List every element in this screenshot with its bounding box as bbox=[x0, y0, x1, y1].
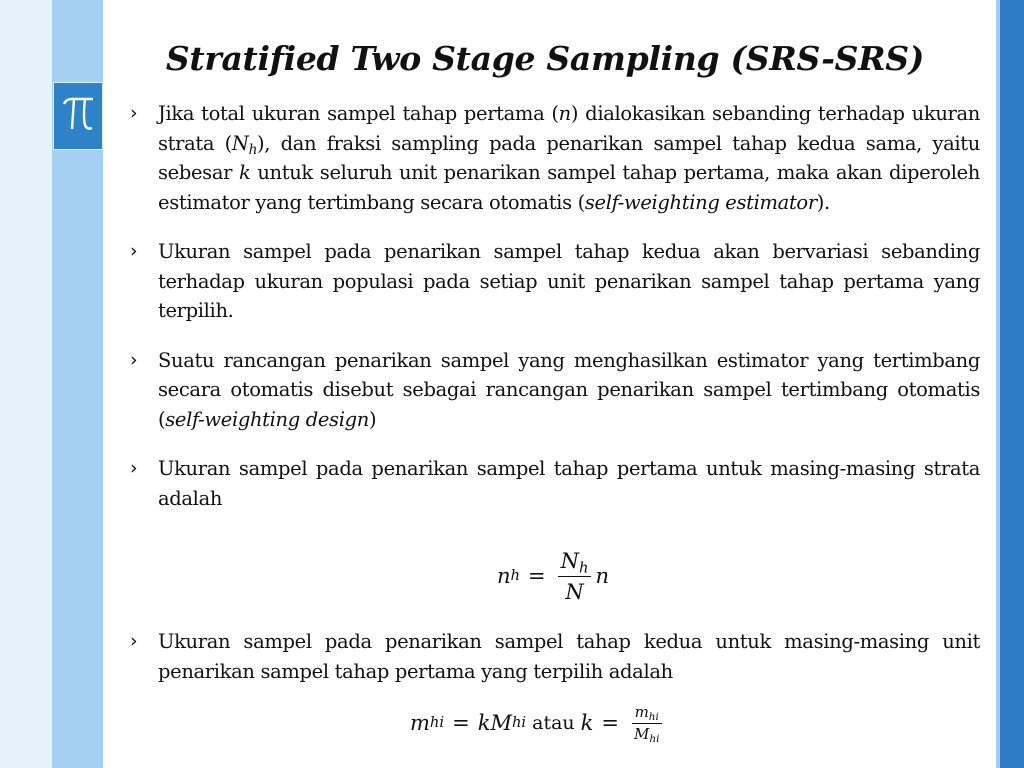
bullet-text: Jika total ukuran sampel tahap pertama (n) dialokasikan sebanding terhadap ukuran strata $(N_h)$, dan fraksi sampling pada penarikan sampel tahap kedua sama, yaitu sebesar k untuk seluruh unit penarikan sampel tahap pertama, maka akan diperoleh estimator yang tertimbang secara otomatis (self-weighting estimator). bbox=[158, 102, 980, 214]
bullet-text: Ukuran sampel pada penarikan sampel tahap kedua akan bervariasi sebanding terhadap ukuran populasi pada setiap unit penarikan sampel tahap pertama yang terpilih. bbox=[158, 240, 980, 322]
bullet-item bbox=[130, 627, 980, 686]
bullet-item bbox=[130, 99, 980, 217]
bullet-marker: › bbox=[130, 240, 138, 262]
bullet-text: Ukuran sampel pada penarikan sampel tahap pertama untuk masing-masing strata adalah bbox=[158, 457, 980, 510]
bullet-marker: › bbox=[130, 102, 138, 124]
bullet-item bbox=[130, 454, 980, 513]
bullet-marker: › bbox=[130, 348, 138, 371]
bullet-text: Ukuran sampel pada penarikan sampel tahap kedua untuk masing-masing unit penarikan sampel tahap pertama yang terpilih adalah bbox=[158, 630, 980, 683]
bullet-marker: › bbox=[130, 457, 138, 479]
formula-second-stage-sample-size: m hi = k M hi atau k = $\frac{m_{hi}}{M_{hi}}$ bbox=[410, 698, 666, 748]
left-decor-stripe-pale bbox=[0, 0, 52, 768]
logo-box bbox=[53, 82, 103, 150]
fraction: $\frac{N_h}{N}$ bbox=[558, 547, 592, 606]
slide-title: Stratified Two Stage Sampling (SRS-SRS) bbox=[165, 39, 925, 78]
pi-icon bbox=[61, 95, 95, 137]
right-decor-stripe-dark bbox=[1000, 0, 1024, 768]
bullet-item bbox=[130, 237, 980, 326]
fraction: $\frac{m_{hi}}{M_{hi}}$ bbox=[631, 703, 662, 744]
bullet-text: Suatu rancangan penarikan sampel yang menghasilkan estimator yang tertimbang secara otomatis disebut sebagai rancangan penarikan sampel tertimbang otomatis (self-weighting design) bbox=[158, 348, 980, 431]
formula-stratum-sample-size: n h = $\frac{N_h}{N}$ n bbox=[497, 548, 609, 604]
bullet-item bbox=[130, 346, 980, 435]
bullet-marker: › bbox=[130, 630, 138, 652]
